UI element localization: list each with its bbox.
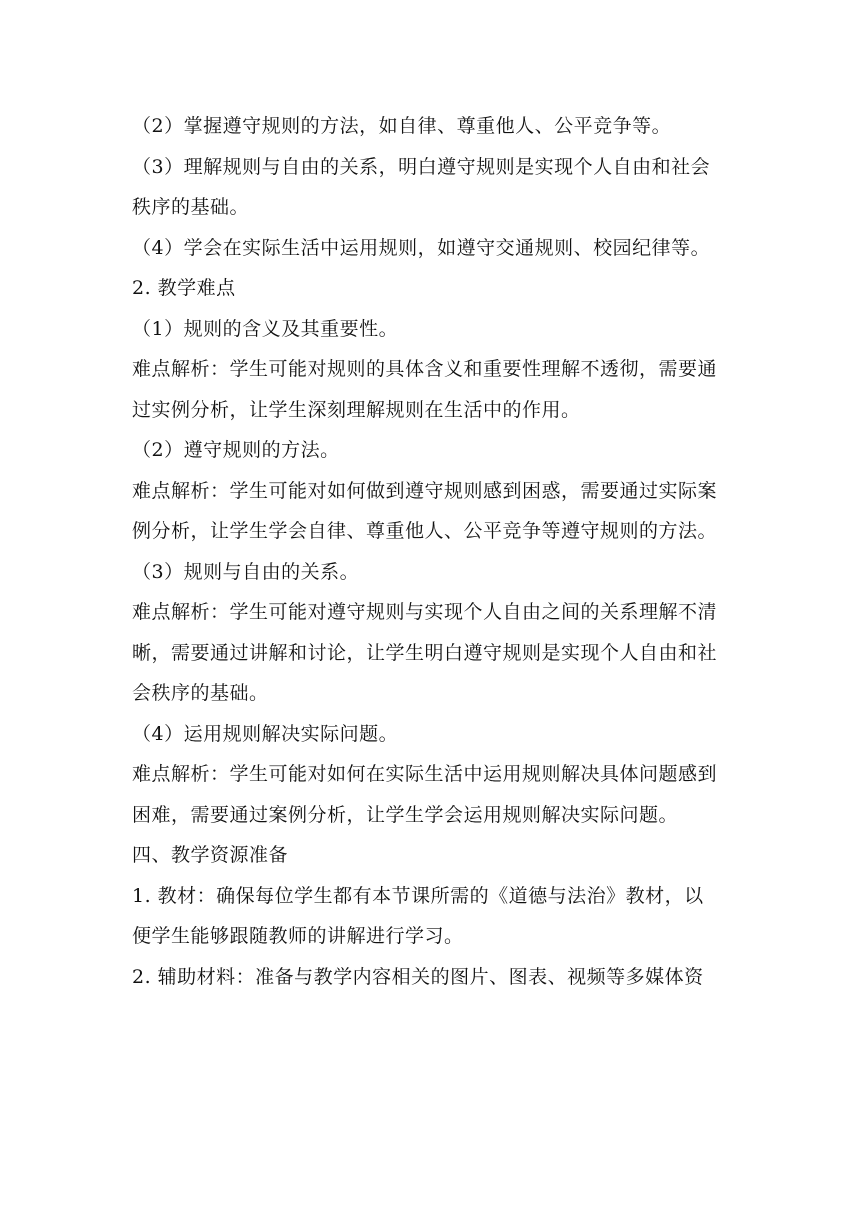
text-line: （2）掌握遵守规则的方法，如自律、尊重他人、公平竞争等。: [132, 115, 672, 137]
section-heading: 四、教学资源准备: [132, 844, 289, 866]
text-line: 秩序的基础。: [132, 196, 250, 218]
text-line: 2. 辅助材料：准备与教学内容相关的图片、图表、视频等多媒体资: [132, 965, 704, 988]
text-line: 例分析，让学生学会自律、尊重他人、公平竞争等遵守规则的方法。: [132, 520, 718, 542]
text-line: （4）学会在实际生活中运用规则，如遵守交通规则、校园纪律等。: [132, 236, 711, 259]
text-line: 难点解析：学生可能对规则的具体含义和重要性理解不透彻，需要通: [132, 358, 718, 380]
text-line: 晰，需要通过讲解和讨论，让学生明白遵守规则是实现个人自由和社: [132, 641, 718, 664]
document-page: [132, 106, 732, 997]
text-line: （2）遵守规则的方法。: [132, 439, 340, 461]
text-line: （3）理解规则与自由的关系，明白遵守规则是实现个人自由和社会: [132, 155, 711, 178]
text-line: 难点解析：学生可能对如何在实际生活中运用规则解决具体问题感到: [132, 763, 718, 785]
text-line: （1）规则的含义及其重要性。: [132, 317, 399, 340]
text-line: （3）规则与自由的关系。: [132, 560, 360, 583]
text-line: 难点解析：学生可能对遵守规则与实现个人自由之间的关系理解不清: [132, 601, 718, 623]
text-line: 会秩序的基础。: [132, 682, 269, 704]
text-line: 难点解析：学生可能对如何做到遵守规则感到困惑，需要通过实际案: [132, 479, 718, 502]
text-line: 过实例分析，让学生深刻理解规则在生活中的作用。: [132, 398, 581, 421]
text-line: 1. 教材：确保每位学生都有本节课所需的《道德与法治》教材，以: [132, 884, 704, 907]
section-heading: 2. 教学难点: [132, 277, 236, 299]
text-line: 便学生能够跟随教师的讲解进行学习。: [132, 925, 464, 947]
text-line: （4）运用规则解决实际问题。: [132, 722, 399, 745]
text-line: 困难，需要通过案例分析，让学生学会运用规则解决实际问题。: [132, 803, 679, 826]
